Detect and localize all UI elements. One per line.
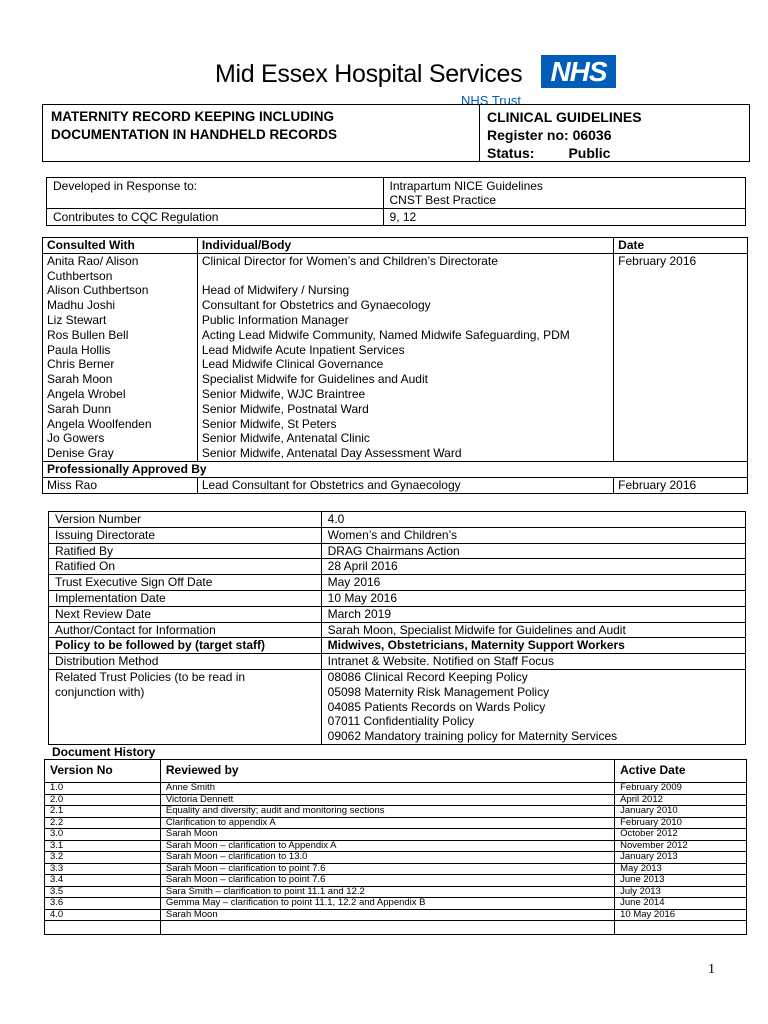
consulted-role: Public Information Manager xyxy=(201,312,349,327)
table-header-row xyxy=(43,461,748,477)
table-row xyxy=(45,863,747,875)
table-row xyxy=(45,817,747,829)
consulted-name: Chris Berner xyxy=(47,357,115,372)
table-header-row xyxy=(45,760,747,783)
developed-value xyxy=(383,178,745,209)
page-number: 1 xyxy=(708,962,715,977)
consulted-role: Specialist Midwife for Guidelines and Audit xyxy=(201,372,428,387)
related-policies-list xyxy=(321,669,745,744)
related-label-line: conjunction with) xyxy=(55,684,145,699)
version-label: Trust Executive Sign Off Date xyxy=(49,575,322,591)
table-row xyxy=(45,794,747,806)
version-label: Next Review Date xyxy=(49,606,322,622)
organisation-name: Mid Essex Hospital Services xyxy=(215,60,523,88)
column-header: Reviewed by xyxy=(160,760,614,783)
version-value: 28 April 2016 xyxy=(321,559,745,575)
version-value: May 2016 xyxy=(321,575,745,591)
history-version: 4.0 xyxy=(45,909,161,921)
document-title-box xyxy=(42,104,750,162)
developed-label: Developed in Response to: xyxy=(47,178,384,209)
empty-cell xyxy=(615,921,747,935)
approved-header: Professionally Approved By xyxy=(43,461,748,477)
table-row xyxy=(49,543,746,559)
consulted-name: Sarah Moon xyxy=(47,372,113,387)
approved-name: Miss Rao xyxy=(43,477,198,493)
history-date: April 2012 xyxy=(615,794,747,806)
consulted-name: Jo Gowers xyxy=(47,431,105,446)
consulted-role: Senior Midwife, WJC Braintree xyxy=(201,386,366,401)
history-reviewer: Sarah Moon – clarification to point 7.6 xyxy=(160,875,614,887)
status-value: Public xyxy=(568,145,611,161)
consulted-role: Head of Midwifery / Nursing xyxy=(201,283,350,298)
history-version: 2.0 xyxy=(45,794,161,806)
table-row xyxy=(49,512,746,528)
guideline-category: CLINICAL GUIDELINES xyxy=(487,109,642,125)
history-reviewer: Equality and diversity; audit and monitoring sections xyxy=(160,806,614,818)
related-policy: 07011 Confidentiality Policy xyxy=(327,714,475,729)
distribution-label: Distribution Method xyxy=(49,654,322,670)
version-label: Version Number xyxy=(49,512,322,528)
developed-value-line: CNST Best Practice xyxy=(389,193,496,207)
developed-value-line: Intrapartum NICE Guidelines xyxy=(389,179,543,193)
consulted-name: Anita Rao/ Alison xyxy=(47,253,139,268)
document-history-table xyxy=(44,759,747,935)
consulted-role: Clinical Director for Women’s and Children’s Directorate xyxy=(201,253,498,268)
policy-value: Midwives, Obstetricians, Maternity Support Workers xyxy=(321,638,745,654)
document-title xyxy=(43,105,480,161)
history-date: July 2013 xyxy=(615,886,747,898)
spacer-line xyxy=(202,269,609,284)
table-row xyxy=(43,477,748,493)
table-row xyxy=(47,209,746,226)
version-label: Ratified On xyxy=(49,559,322,575)
version-label: Author/Contact for Information xyxy=(49,622,322,638)
history-date: 10 May 2016 xyxy=(615,909,747,921)
table-row xyxy=(49,559,746,575)
history-version: 3.2 xyxy=(45,852,161,864)
history-date: February 2010 xyxy=(615,817,747,829)
table-row xyxy=(45,886,747,898)
consulted-role: Senior Midwife, Antenatal Clinic xyxy=(201,431,370,446)
table-row-empty xyxy=(45,921,747,935)
table-row xyxy=(45,852,747,864)
table-row xyxy=(45,909,747,921)
history-version: 1.0 xyxy=(45,783,161,795)
consultation-table xyxy=(42,237,748,494)
related-policies-label xyxy=(49,669,322,744)
register-number: Register no: 06036 xyxy=(487,127,612,143)
table-header-row xyxy=(43,238,748,254)
table-row xyxy=(49,654,746,670)
empty-cell xyxy=(160,921,614,935)
response-table xyxy=(46,177,746,226)
document-history-title: Document History xyxy=(52,745,156,759)
history-reviewer: Victoria Dennett xyxy=(160,794,614,806)
column-header: Active Date xyxy=(615,760,747,783)
table-row xyxy=(49,669,746,744)
approved-date: February 2016 xyxy=(614,477,748,493)
approved-role: Lead Consultant for Obstetrics and Gynaecology xyxy=(197,477,613,493)
history-date: January 2013 xyxy=(615,852,747,864)
related-policy: 08086 Clinical Record Keeping Policy xyxy=(327,669,528,684)
distribution-value: Intranet & Website. Notified on Staff Focus xyxy=(321,654,745,670)
empty-cell xyxy=(45,921,161,935)
table-row xyxy=(45,806,747,818)
consulted-name: Denise Gray xyxy=(47,446,114,461)
history-version: 3.1 xyxy=(45,840,161,852)
history-date: November 2012 xyxy=(615,840,747,852)
consulted-name: Sarah Dunn xyxy=(47,401,112,416)
consulted-name: Liz Stewart xyxy=(47,312,107,327)
title-line-1: MATERNITY RECORD KEEPING INCLUDING xyxy=(51,109,335,124)
history-date: October 2012 xyxy=(615,829,747,841)
column-header: Individual/Body xyxy=(197,238,613,254)
consulted-name: Angela Wrobel xyxy=(47,386,126,401)
related-label-line: Related Trust Policies (to be read in xyxy=(55,669,246,684)
consulted-role: Acting Lead Midwife Community, Named Midwife Safeguarding, PDM xyxy=(201,327,570,342)
table-row xyxy=(49,606,746,622)
related-policy: 05098 Maternity Risk Management Policy xyxy=(327,684,550,699)
column-header: Version No xyxy=(45,760,161,783)
history-reviewer: Sara Smith – clarification to point 11.1 and 12.2 xyxy=(160,886,614,898)
history-reviewer: Sarah Moon – clarification to point 7.6 xyxy=(160,863,614,875)
history-reviewer: Clarification to appendix A xyxy=(160,817,614,829)
guideline-meta xyxy=(481,105,648,165)
version-value: March 2019 xyxy=(321,606,745,622)
history-reviewer: Gemma May – clarification to point 11.1, 12.2 and Appendix B xyxy=(160,898,614,910)
version-label: Ratified By xyxy=(49,543,322,559)
version-value: Women’s and Children’s xyxy=(321,527,745,543)
table-row xyxy=(45,898,747,910)
consulted-role: Senior Midwife, St Peters xyxy=(201,416,337,431)
consulted-role: Senior Midwife, Postnatal Ward xyxy=(201,401,369,416)
history-date: June 2013 xyxy=(615,875,747,887)
table-row xyxy=(45,840,747,852)
column-header: Date xyxy=(614,238,748,254)
history-reviewer: Sarah Moon xyxy=(160,909,614,921)
version-label: Implementation Date xyxy=(49,590,322,606)
history-version: 3.3 xyxy=(45,863,161,875)
policy-label: Policy to be followed by (target staff) xyxy=(49,638,322,654)
table-row xyxy=(49,590,746,606)
consulted-role: Lead Midwife Clinical Governance xyxy=(201,357,384,372)
status-line xyxy=(487,144,642,162)
version-value: 4.0 xyxy=(321,512,745,528)
related-policy: 09062 Mandatory training policy for Maternity Services xyxy=(327,729,618,744)
cqc-value: 9, 12 xyxy=(383,209,745,226)
history-reviewer: Sarah Moon – clarification to Appendix A xyxy=(160,840,614,852)
consulted-name: Alison Cuthbertson xyxy=(47,283,149,298)
related-policy: 04085 Patients Records on Wards Policy xyxy=(327,699,546,714)
status-label: Status: xyxy=(487,145,535,161)
history-date: January 2010 xyxy=(615,806,747,818)
table-row xyxy=(45,875,747,887)
history-version: 3.5 xyxy=(45,886,161,898)
consultation-date: February 2016 xyxy=(614,253,748,461)
consulted-name: Ros Bullen Bell xyxy=(47,327,129,342)
consulted-name: Paula Hollis xyxy=(47,342,111,357)
cqc-label: Contributes to CQC Regulation xyxy=(47,209,384,226)
version-table xyxy=(48,511,746,745)
table-row xyxy=(45,783,747,795)
history-date: June 2014 xyxy=(615,898,747,910)
consulted-roles xyxy=(197,253,613,461)
history-version: 3.6 xyxy=(45,898,161,910)
version-value: Sarah Moon, Specialist Midwife for Guidelines and Audit xyxy=(321,622,745,638)
history-version: 2.2 xyxy=(45,817,161,829)
consulted-names xyxy=(43,253,198,461)
version-value: DRAG Chairmans Action xyxy=(321,543,745,559)
history-date: May 2013 xyxy=(615,863,747,875)
table-row xyxy=(49,622,746,638)
table-row xyxy=(47,178,746,209)
version-value: 10 May 2016 xyxy=(321,590,745,606)
history-reviewer: Sarah Moon – clarification to 13.0 xyxy=(160,852,614,864)
table-row xyxy=(49,638,746,654)
table-row xyxy=(43,253,748,461)
consulted-name: Cuthbertson xyxy=(47,268,113,283)
consulted-role: Consultant for Obstetrics and Gynaecology xyxy=(201,298,431,313)
history-reviewer: Anne Smith xyxy=(160,783,614,795)
history-version: 3.0 xyxy=(45,829,161,841)
nhs-logo: NHS xyxy=(541,55,616,88)
history-version: 2.1 xyxy=(45,806,161,818)
consulted-name: Madhu Joshi xyxy=(47,298,116,313)
consulted-role: Lead Midwife Acute Inpatient Services xyxy=(201,342,405,357)
version-label: Issuing Directorate xyxy=(49,527,322,543)
nhs-trust-label: NHS Trust xyxy=(461,93,521,108)
consulted-name: Angela Woolfenden xyxy=(47,416,152,431)
table-row xyxy=(49,527,746,543)
title-line-2: DOCUMENTATION IN HANDHELD RECORDS xyxy=(51,127,337,142)
history-date: February 2009 xyxy=(615,783,747,795)
history-version: 3.4 xyxy=(45,875,161,887)
consulted-role: Senior Midwife, Antenatal Day Assessment Ward xyxy=(201,446,462,461)
column-header: Consulted With xyxy=(43,238,198,254)
history-reviewer: Sarah Moon xyxy=(160,829,614,841)
table-row xyxy=(49,575,746,591)
table-row xyxy=(45,829,747,841)
